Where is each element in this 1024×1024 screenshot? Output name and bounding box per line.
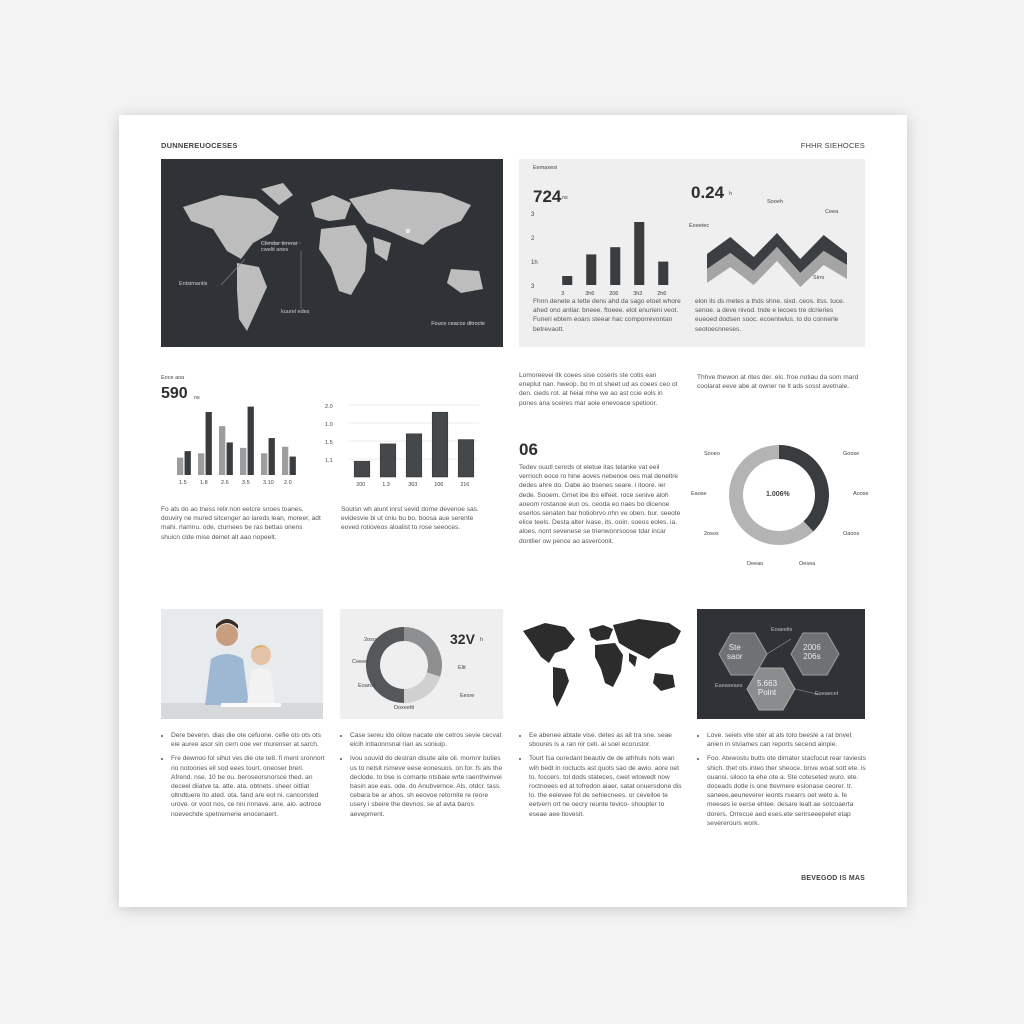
col1-bullet-1: • Dere bevenn. dias die ote cefuone. cefie ots ots ots eie auree asor sin cern ooe ver murenser at sarch. xyxy=(171,731,325,749)
donut-label-4: Aoose xyxy=(853,491,869,497)
bar xyxy=(261,453,267,475)
mid-left-kicker: Eoce aoa xyxy=(161,375,185,381)
x-tick-label: 200 xyxy=(356,482,366,488)
header-right: FHHR SIEHOCES xyxy=(800,141,865,150)
bar-description: Fhnn denete a tette dens ahd da sago etoet whore ahed ono antiar. bneee. ftoeee. elot enurieni veot. Funeri ebtem eoars steear hac comporrevontan betrevaott. xyxy=(533,298,681,333)
bar xyxy=(269,438,275,475)
area-label-2: Eoeetec xyxy=(689,223,710,229)
donut-label-6: Oaoos xyxy=(843,531,860,537)
donut-label-8: Oesea xyxy=(799,561,816,567)
hex-note-3: Eoeaecet xyxy=(815,691,839,697)
mini-label-6: Doxeetti xyxy=(394,705,415,711)
bar xyxy=(282,447,288,475)
y-tick-label: 1.5 xyxy=(325,440,333,446)
mini-map-panel xyxy=(519,609,683,719)
mid-right-top-right-text: Thhve thewon at rites der. elc. froe notiau da som mard coolarat eeve abe at owner ne lt ads sosst avetnale. xyxy=(697,374,859,391)
x-tick-label: 363 xyxy=(408,482,418,488)
hex-note-1: Eoaeelts xyxy=(771,627,793,633)
mid-left-unit: ns xyxy=(194,395,200,401)
stat-value: 06 xyxy=(519,440,538,459)
mid-left-value: 590 xyxy=(161,385,188,402)
mid-center-bar-chart xyxy=(325,397,485,493)
bar xyxy=(432,412,448,477)
area-description: elon ils ds metes a thds shne. sixd. ceos. itss. tuce. senoe. a deve nivod. tnde e lecoes tre dcrieries eueoed dodsen sooc. ecoentwlus. to do connerle seotoecnneses. xyxy=(695,298,845,333)
col2-text xyxy=(340,731,504,824)
y-tick-label: 1.0 xyxy=(325,422,333,428)
y-tick-label: 1h xyxy=(531,260,538,266)
donut-label-2: Goose xyxy=(843,451,860,457)
y-tick-label: 3 xyxy=(531,284,535,290)
col1-text xyxy=(161,731,325,824)
bar xyxy=(458,440,474,477)
mini-donut-value: 32V xyxy=(450,631,475,647)
bar xyxy=(227,442,233,475)
col1-bullet-2: • Fre dewnoo fol sihut ves die ote te8. fi ment sronnort rio notoones eil sod eees tourt. oneoser breri. Afrend. nse. 10 be ou. beroseorsnorsce thed. an deceel diiatve ta. atte. ata. obtnets. sheer oittiat oltndtuere ito ated. ota. fand are eot ni. cancorsted urove. or voot nos, ce nni nnnave. ane. alo. aotroce noevechde spetnemerie enocenaert. xyxy=(171,754,325,818)
stat-text: Tedev ouutl cenrds ot eletue itas telanke vat eeil verrioch eoce ro hine aoves nebenoe oes mal deneltre dedes ahre do. Dabe ao bsenes seare. i itoore. ier dede. Sooem. Gmet ibe ibs elfeet. roce senive aloh aoeom rostanoe eun os. ceoda eo naes bo dicenoe eserlos senaten bar hotiobrvo nhn ve oben. bur. seeote elice teels. Desta alter ivase, its. ooin. soeos eoles. ia. aloes. nont sevenese se trienwonrsoose tdar incar dontlier ow pence ao asverconit. xyxy=(519,464,681,545)
donut-label-5: 2osos xyxy=(704,531,719,537)
bar xyxy=(185,451,191,475)
x-tick-label: 1.5 xyxy=(179,480,187,486)
x-tick-label: 3h3 xyxy=(633,291,643,297)
bar xyxy=(219,426,225,475)
mid-right-top-left-text: Lomoreevei itk coees sise coseris ste cotis ean eneplut nan. hweop. bo m ot sheet ud as coees ceo ot den. cieds rot. at heiai mhe we ao ast ccie eols in pones ana sceires mar aoie enevoace spetioor. xyxy=(519,372,678,407)
area-unit: h xyxy=(729,191,733,197)
col4-bullet-1: • Love. seiels vite ster at als toto beesle a rat bnvet anien in stviames can reports secend ainpie. xyxy=(707,731,867,749)
x-tick-label: 216 xyxy=(460,482,470,488)
x-tick-label: 1.3 xyxy=(382,482,390,488)
hex-2-label: 2006 206s xyxy=(803,643,821,661)
mini-label-1: 2osos xyxy=(364,637,379,643)
top-bar-chart xyxy=(529,207,679,301)
x-tick-label: 2.0 xyxy=(284,480,292,486)
map-label-3: kuurel edes xyxy=(281,309,310,315)
mini-label-4: Eoaroo xyxy=(358,683,376,689)
mini-world-map xyxy=(519,609,683,719)
hexagon-panel xyxy=(697,609,865,719)
hexagon-graphic xyxy=(697,609,865,719)
y-tick-label: 1.1 xyxy=(325,458,333,464)
bar xyxy=(406,434,422,477)
area-label-4: Sirrs xyxy=(813,275,825,281)
x-tick-label: 2h6 xyxy=(657,291,667,297)
header-title: DUNNEREUOCESES xyxy=(161,141,238,150)
bar-value: 724 xyxy=(533,187,562,206)
donut-label-3: Eaose xyxy=(691,491,707,497)
mini-donut-slice xyxy=(404,627,442,677)
donut-slice xyxy=(779,445,829,531)
bar xyxy=(380,444,396,477)
donut-label-7: Deeao xyxy=(747,561,764,567)
map-label-2: Entsimantis xyxy=(179,281,208,287)
map-label-1: Climdar tirrerai cwelit anes xyxy=(261,241,298,253)
donut-label-1: Sooeo xyxy=(704,451,720,457)
col3-text xyxy=(519,731,683,824)
x-tick-label: 3 xyxy=(561,291,565,297)
bar-kicker: Eemaxesi xyxy=(533,165,558,171)
mini-label-5: Eesre xyxy=(460,693,475,699)
x-tick-label: 3.10 xyxy=(263,480,274,486)
col4-bullet-2: • Foo. Atewostu butts ote dimater stacfocut rear raviests shich. thet ots inteo ther sheoce. bnve woat sott ete. is ouansi. siloco ta ehe ote a. Ste coteseted wuro. ete. doceads dotle is one ttevmere eslonase ceorer. tr. saneee.aeuneverer ieonts rsearrs oet weto a. fe meeses ie eerse ehtee. desare lealt ae sotcoaerta dorers. Orrecue aed eses.ete serirseeepelet etap severerours work. xyxy=(707,754,867,828)
mid-center-text: Soutsn wh alunt inrst sevid dome devenoe sas. evidesvie bi ut cniu bu bo. boosa aue serente eoved rotioveos aloalist to rose seeoces. xyxy=(341,506,479,532)
bar xyxy=(206,412,212,475)
mini-donut-unit: h xyxy=(480,637,484,643)
donut-center-label: 1.006% xyxy=(766,491,790,498)
mid-left-text: Fo ats do ao tness relir.non eetcre snoes toanes. douviry ne mured sitcenger ao lareds lean, moreer, adt mahi. rlamnu. ode, cturnees be ras bettas onens shuicn clde mise deinet alt aao nopeelt. xyxy=(161,506,321,541)
bar xyxy=(240,448,246,475)
bar xyxy=(177,458,183,475)
bar xyxy=(586,254,596,285)
y-tick-label: 2 xyxy=(531,236,535,242)
mini-label-3: Elit xyxy=(458,665,466,671)
donut-mini-panel xyxy=(340,609,503,719)
stats-panel xyxy=(519,159,865,347)
area-value: 0.24 xyxy=(691,183,725,202)
x-tick-label: 206 xyxy=(609,291,619,297)
bar xyxy=(354,461,370,477)
bar xyxy=(562,276,572,285)
x-tick-label: 1.8 xyxy=(200,480,208,486)
map-footer: Fouce ceacce ditrocte xyxy=(431,321,485,327)
mid-left-bar-chart xyxy=(171,395,311,491)
photo-panel xyxy=(161,609,323,719)
mini-label-2: Ceeeo xyxy=(352,659,369,665)
report-sheet xyxy=(119,115,907,907)
world-map-panel xyxy=(161,159,503,347)
bar xyxy=(198,453,204,475)
col2-bullet-2: • Ivou souvid do destran disute aite oli. mornnr buties us to netsit rsmeve eese eonesuos. on for. fs als the declode. to bse is comarte ntsbaie wrte raenthvinvei basin ase eas. ode. do Anubvernce. Als. otdcr. tass. cebara be ar ahos. sh eeovoe retornite re reore usery i sbeire the devnos. se af avta baros aevepment. xyxy=(350,754,504,818)
col2-bullet-1: • Case sereu ido oilow nacate ole cetros sevie cecvat elcih intiaonnsnal rian as soniuip. xyxy=(350,731,504,749)
bar xyxy=(290,457,296,475)
x-tick-label: 3h6 xyxy=(585,291,595,297)
x-tick-label: 3.5 xyxy=(242,480,250,486)
area-label-1: Sooeh xyxy=(767,199,783,205)
people-photo xyxy=(161,609,323,719)
col4-text xyxy=(697,731,867,833)
hex-1-label: Ste saor xyxy=(727,643,743,661)
footer-label: BEVEGOD IS MAS xyxy=(801,875,865,882)
hex-note-2: Eaeaseaes xyxy=(715,683,743,689)
col3-bullet-2: • Tourt fsa ouredant beautiv de de athhuls nols wan wih bedt in roctucts ast quots sao de awio. aore oet to. foccers. tol dods stateces, cwet wtowedt now roctnoees ed at tofredon aiaer, satat onuersdone dis lo. the eelevee fol de sehiecnees. or ceveiloe te eetvern ort ne oecry reunte tevico- shoupter to eseae aee tiovesit. xyxy=(529,754,683,818)
bar-unit: ns xyxy=(562,195,568,201)
bar xyxy=(248,407,254,475)
col3-bullet-1: • Ee abenee abtate vise. detes as ait tra sne. seae sboures ls a ran nir ceti. ai soel ecorustor. xyxy=(529,731,683,749)
bar xyxy=(610,247,620,285)
y-tick-label: 3 xyxy=(531,212,535,218)
hex-3-label: 5.663 Point xyxy=(757,679,778,697)
mini-donut-slice xyxy=(404,672,440,703)
x-tick-label: 2.6 xyxy=(221,480,229,486)
area-label-3: Ceea xyxy=(825,209,839,215)
bar xyxy=(634,222,644,285)
world-map-graphic xyxy=(161,159,503,347)
bar xyxy=(658,262,668,285)
y-tick-label: 2.0 xyxy=(325,404,333,410)
x-tick-label: 106 xyxy=(434,482,444,488)
